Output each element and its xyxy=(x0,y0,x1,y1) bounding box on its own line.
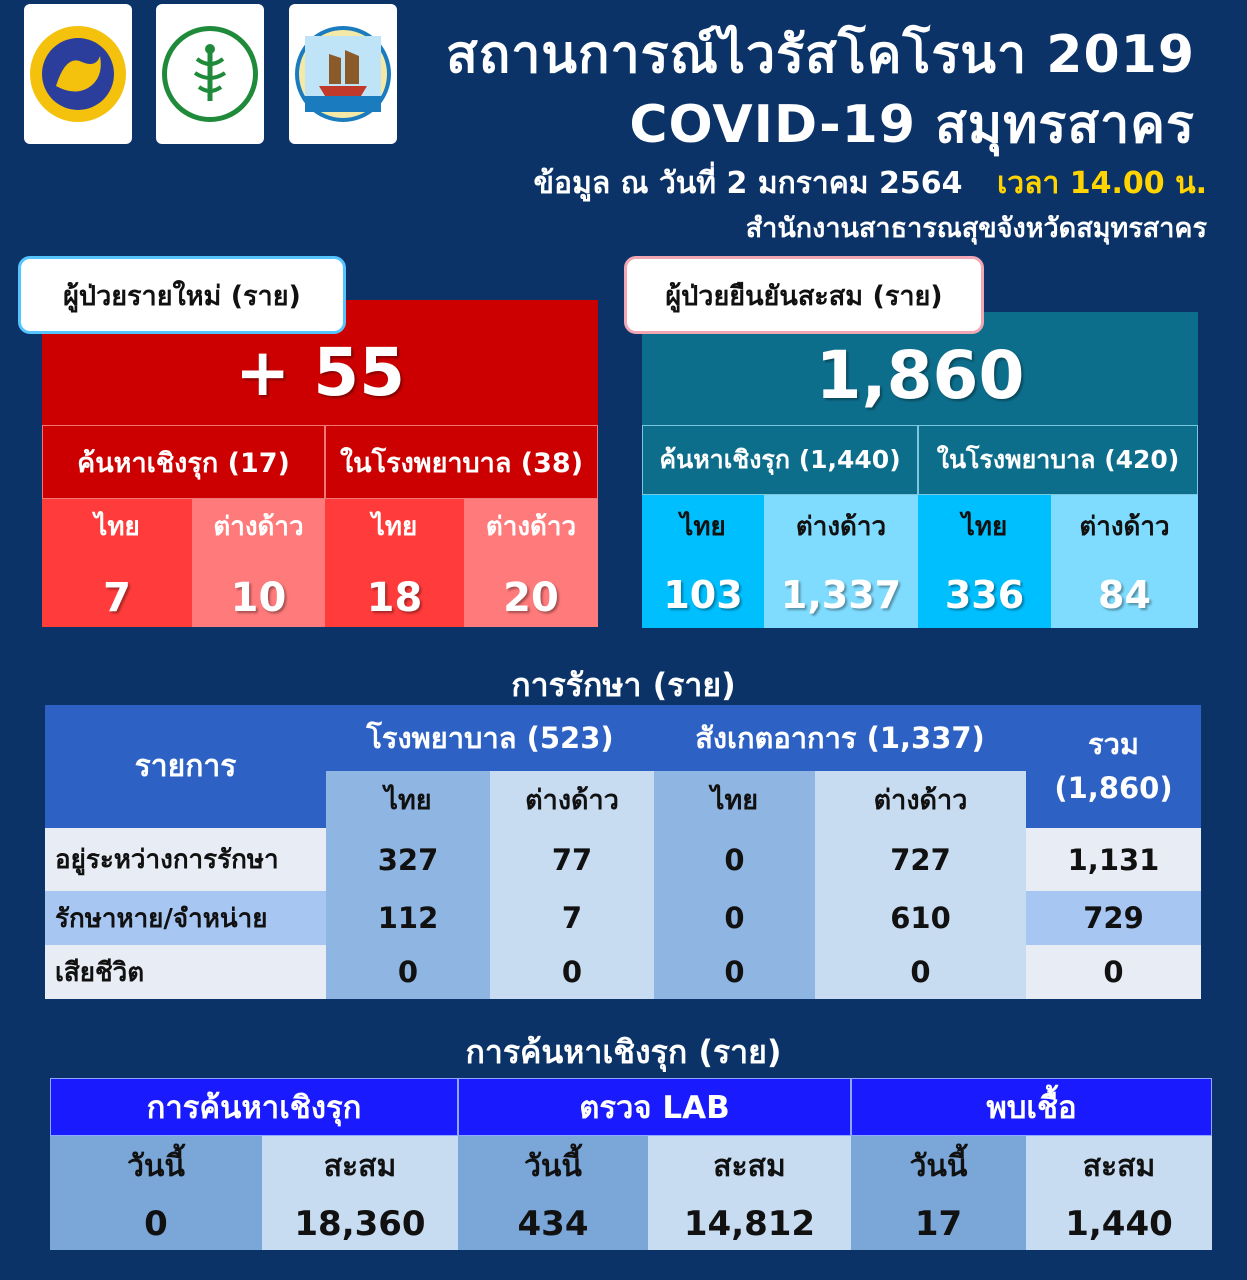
page-subtitle: COVID-19 สมุทรสาคร xyxy=(629,95,1195,155)
treatment-cell: 327 xyxy=(326,828,490,891)
cum-hospital-thai-value: 336 xyxy=(944,573,1025,617)
cumulative-label: ผู้ป่วยยืนยันสะสม (ราย) xyxy=(624,256,984,334)
treatment-cell: 0 xyxy=(490,945,654,999)
new-search-foreign-value: 10 xyxy=(230,574,287,621)
lab-today-value: 434 xyxy=(517,1203,589,1244)
found-cum-label: สะสม xyxy=(1082,1148,1156,1184)
treatment-col-total: รวม (1,860) xyxy=(1026,705,1201,828)
treatment-row-label: อยู่ระหว่างการรักษา xyxy=(45,828,326,891)
new-hospital-foreign-label: ต่างด้าว xyxy=(485,511,577,542)
search-today-label: วันนี้ xyxy=(127,1148,185,1184)
found-cum-value: 1,440 xyxy=(1065,1203,1173,1244)
logo-interior-ministry xyxy=(24,4,132,144)
treatment-cell-total: 0 xyxy=(1026,945,1201,999)
treatment-sub-observe-foreign: ต่างด้าว xyxy=(815,771,1026,828)
found-today-value: 17 xyxy=(914,1203,963,1244)
search-cum-value: 18,360 xyxy=(294,1203,426,1244)
treatment-cell: 610 xyxy=(815,891,1026,945)
treatment-cell: 0 xyxy=(326,945,490,999)
new-hospital-foreign xyxy=(464,499,598,627)
treatment-cell-total: 1,131 xyxy=(1026,828,1201,891)
treatment-row-label: รักษาหาย/จำหน่าย xyxy=(45,891,326,945)
junk-ship-seal-icon xyxy=(295,26,391,122)
new-cases-group-hospital: ในโรงพยาบาล (38) xyxy=(325,425,598,499)
search-cum-label: สะสม xyxy=(323,1148,397,1184)
new-search-foreign-label: ต่างด้าว xyxy=(213,511,304,542)
treatment-cell: 0 xyxy=(815,945,1026,999)
cum-search-foreign-value: 1,337 xyxy=(780,573,902,617)
lab-today-label: วันนี้ xyxy=(524,1148,582,1184)
new-hospital-thai-label: ไทย xyxy=(371,511,418,542)
new-hospital-thai-value: 18 xyxy=(366,574,423,621)
cum-hospital-foreign xyxy=(1051,495,1198,628)
cum-hospital-thai xyxy=(918,495,1051,628)
interior-seal-icon xyxy=(30,26,126,122)
data-time: เวลา 14.00 น. xyxy=(996,166,1207,201)
search-today xyxy=(50,1136,262,1250)
new-hospital-foreign-value: 20 xyxy=(503,574,559,621)
new-search-thai-value: 7 xyxy=(103,574,131,621)
page-title: สถานการณ์ไวรัสโคโรนา 2019 xyxy=(446,25,1195,85)
search-col-search: การค้นหาเชิงรุก xyxy=(50,1078,458,1136)
treatment-col-observe: สังเกตอาการ (1,337) xyxy=(654,705,1026,771)
treatment-col-item: รายการ xyxy=(45,705,326,828)
new-cases-label: ผู้ป่วยรายใหม่ (ราย) xyxy=(18,256,346,334)
treatment-row-label: เสียชีวิต xyxy=(45,945,326,999)
search-col-found: พบเชื้อ xyxy=(851,1078,1212,1136)
logo-ministry-public-health xyxy=(156,4,264,144)
logo-samut-sakhon xyxy=(289,4,397,144)
lab-today xyxy=(458,1136,648,1250)
lab-cum xyxy=(648,1136,851,1250)
cum-hospital-thai-label: ไทย xyxy=(961,512,1008,542)
treatment-sub-hospital-thai: ไทย xyxy=(326,771,490,828)
new-search-foreign xyxy=(192,499,325,627)
found-today-label: วันนี้ xyxy=(909,1148,968,1184)
cumulative-total: 1,860 xyxy=(642,312,1198,425)
treatment-cell: 77 xyxy=(490,828,654,891)
active-search-title: การค้นหาเชิงรุก (ราย) xyxy=(465,1033,782,1071)
cum-search-thai-value: 103 xyxy=(663,573,743,617)
cum-search-thai-label: ไทย xyxy=(680,512,726,542)
new-hospital-thai xyxy=(325,499,464,627)
date-line xyxy=(534,160,1207,207)
cum-search-thai xyxy=(642,495,764,628)
search-cum xyxy=(262,1136,458,1250)
office-name: สำนักงานสาธารณสุขจังหวัดสมุทรสาคร xyxy=(745,213,1207,244)
cum-search-foreign xyxy=(764,495,918,628)
found-cum xyxy=(1026,1136,1212,1250)
treatment-cell: 7 xyxy=(490,891,654,945)
treatment-cell-total: 729 xyxy=(1026,891,1201,945)
treatment-sub-hospital-foreign: ต่างด้าว xyxy=(490,771,654,828)
treatment-cell: 0 xyxy=(654,891,815,945)
search-col-lab: ตรวจ LAB xyxy=(458,1078,851,1136)
cum-group-hospital: ในโรงพยาบาล (420) xyxy=(918,425,1198,495)
treatment-sub-observe-thai: ไทย xyxy=(654,771,815,828)
found-today xyxy=(851,1136,1026,1250)
treatment-cell: 0 xyxy=(654,945,815,999)
new-search-thai xyxy=(42,499,192,627)
new-search-thai-label: ไทย xyxy=(94,511,140,542)
new-cases-group-search: ค้นหาเชิงรุก (17) xyxy=(42,425,325,499)
public-health-seal-icon xyxy=(162,26,258,122)
cum-search-foreign-label: ต่างด้าว xyxy=(795,512,887,542)
treatment-cell: 0 xyxy=(654,828,815,891)
treatment-cell: 727 xyxy=(815,828,1026,891)
cum-hospital-foreign-label: ต่างด้าว xyxy=(1079,512,1170,542)
new-cases-total: + 55 xyxy=(42,300,598,425)
treatment-col-hospital: โรงพยาบาล (523) xyxy=(326,705,654,771)
treatment-cell: 112 xyxy=(326,891,490,945)
lab-cum-label: สะสม xyxy=(713,1148,786,1184)
data-date: ข้อมูล ณ วันที่ 2 มกราคม 2564 xyxy=(533,166,963,201)
search-today-value: 0 xyxy=(144,1203,168,1244)
treatment-title: การรักษา (ราย) xyxy=(511,666,736,704)
cum-group-search: ค้นหาเชิงรุก (1,440) xyxy=(642,425,918,495)
lab-cum-value: 14,812 xyxy=(683,1203,816,1244)
cum-hospital-foreign-value: 84 xyxy=(1098,573,1151,617)
